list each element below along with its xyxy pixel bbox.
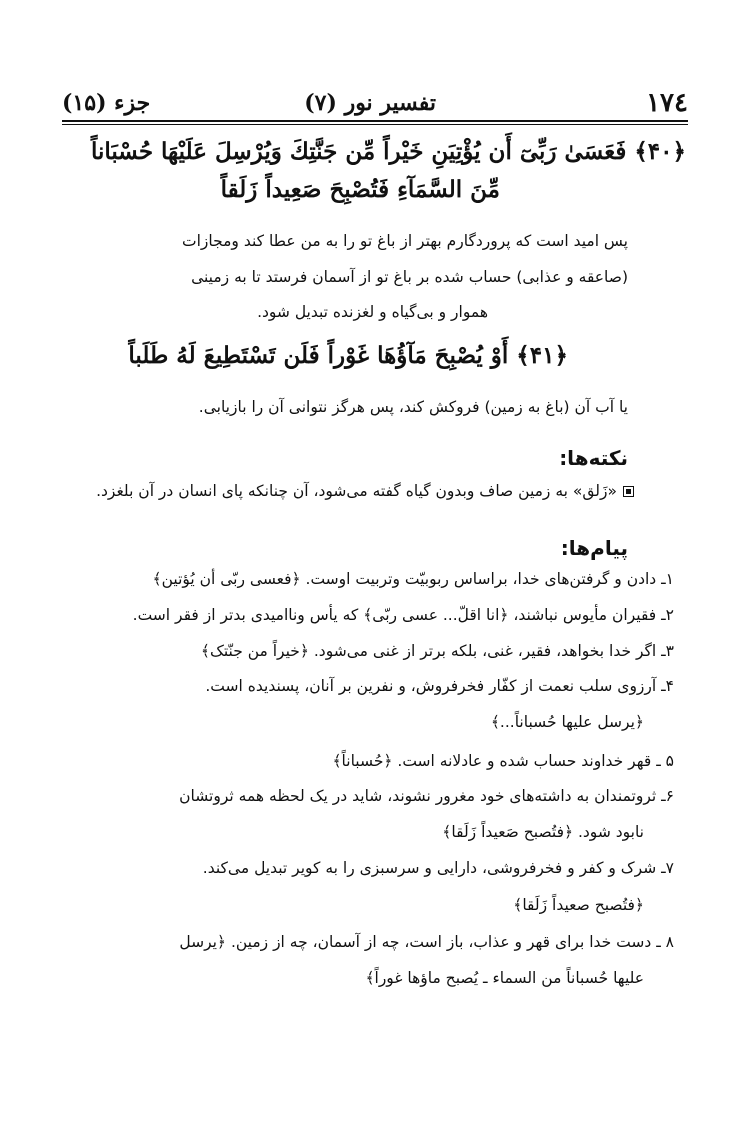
part-label: جزء (۱۵) — [62, 90, 151, 116]
message-8-line-1: ۸ ـ دست خدا برای قهر و عذاب، باز است، چه از آسمان، چه از زمین. ﴿یرسل — [179, 933, 674, 951]
translation-40-line-2: (صاعقه و عذابی) حساب شده بر باغ تو از آسمان فرستد تا به زمینی — [191, 268, 628, 286]
note-item-1-text: «زَلق» به زمین صاف وبدون گیاه گفته می‌شود، آن چنانکه پای انسان در آن بلغزد. — [96, 482, 617, 500]
header-rule-thick — [62, 120, 688, 122]
verse-40-line-1: ﴿۴۰﴾ فَعَسَىٰ رَبِّىٓ أَن يُؤْتِيَنِ خَيْراً مِّن جَنَّتِكَ وَيُرْسِلَ عَلَيْهَا حُسْبَاناً — [90, 138, 686, 165]
verse-41-line-1: ﴿۴۱﴾ أَوْ يُصْبِحَ مَآؤُهَا غَوْراً فَلَن تَسْتَطِيعَ لَهُ طَلَباً — [128, 342, 568, 369]
message-4-line-2: ﴿یرسل علیها حُسباناً...﴾ — [490, 713, 644, 731]
translation-40-line-3: هموار و بی‌گیاه و لغزنده تبدیل شود. — [257, 303, 488, 321]
message-7-line-1: ۷ـ شرک و کفر و فخرفروشی، دارایی و سرسبزی را به کویر تبدیل می‌کند. — [202, 859, 674, 877]
message-7-line-2: ﴿فتُصبح صعیداً زَلَقا﴾ — [513, 896, 644, 914]
running-title: تفسیر نور (۷) — [304, 90, 436, 116]
message-6-line-2: نابود شود. ﴿فتُصبح صَعیداً زَلَقا﴾ — [442, 823, 644, 841]
square-bullet-icon — [623, 486, 634, 497]
message-4-line-1: ۴ـ آرزوی سلب نعمت از کفّار فخرفروش، و نفرین بر آنان، پسندیده است. — [205, 677, 674, 695]
message-8-line-2: علیها حُسباناً من السماء ـ یُصبح ماؤها غوراً﴾ — [365, 969, 644, 987]
notes-heading: نکته‌ها: — [559, 446, 628, 470]
verse-40-line-2: مِّنَ السَّمَآءِ فَتُصْبِحَ صَعِيداً زَلَقاً — [220, 176, 500, 203]
message-6-line-1: ۶ـ ثروتمندان به داشته‌های خود مغرور نشوند، شاید در یک لحظه همه ثروتشان — [179, 787, 674, 805]
translation-41-line-1: یا آب آن (باغ به زمین) فروکش کند، پس هرگز نتوانی آن را بازیابی. — [198, 398, 628, 416]
header-rule-thin — [62, 124, 688, 125]
page-number: ۱۷٤ — [646, 88, 688, 118]
message-5: ۵ ـ قهر خداوند حساب شده و عادلانه است. ﴿حُسباناً﴾ — [332, 752, 674, 770]
message-1: ۱ـ دادن و گرفتن‌های خدا، براساس ربوبیّت وتربیت اوست. ﴿فعسی ربّی أن یُؤتین﴾ — [152, 570, 674, 588]
message-3: ۳ـ اگر خدا بخواهد، فقیر، غنی، بلکه برتر از غنی می‌شود. ﴿خیراً من جنّتک﴾ — [200, 642, 674, 660]
messages-heading: پیام‌ها: — [560, 536, 628, 560]
note-item-1 — [96, 482, 634, 500]
translation-40-line-1: پس امید است که پروردگارم بهتر از باغ تو را به من عطا کند ومجازات — [182, 232, 628, 250]
message-2: ۲ـ فقیران مأیوس نباشند، ﴿انا اقلّ... عسی ربّی﴾ که یأس وناامیدی بدتر از فقر است. — [132, 606, 674, 624]
page-header — [62, 88, 688, 122]
